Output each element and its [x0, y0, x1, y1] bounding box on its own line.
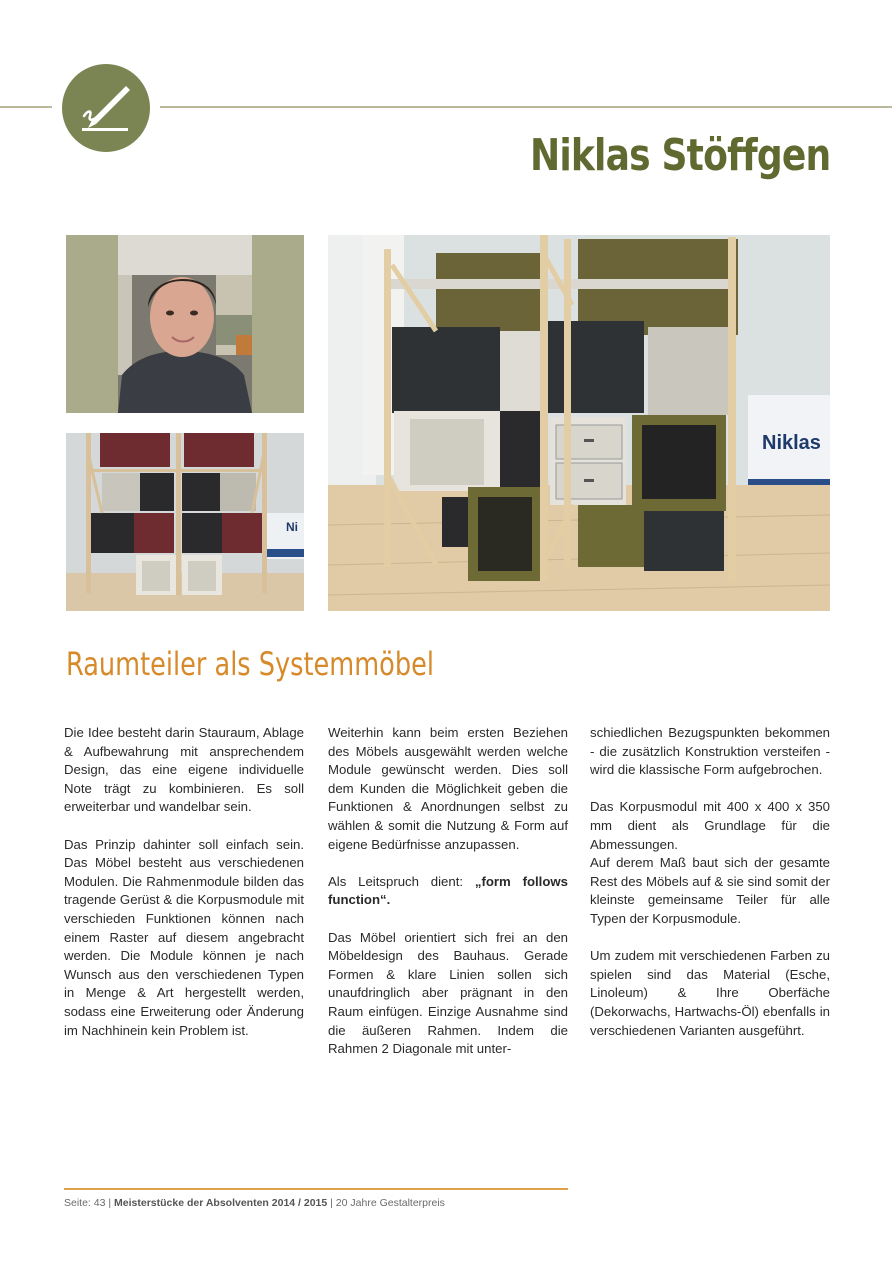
portrait-photo [66, 235, 304, 413]
paragraph: Das Möbel orientiert sich frei an den Möbeldesign des Bauhaus. Gerade Formen & klare Linien sollen sich unaufdringlich aber prägnant in den Raum einfügen. Einzige Ausnahme sind die äußeren Rahmen. Indem die Rahmen 2 Diagonale mit unter- [328, 929, 568, 1057]
shelf-photo-small [66, 433, 304, 611]
paragraph: Die Idee besteht darin Stauraum, Ablage & Aufbewahrung mit ansprechendem Design, das eine eigene individuelle Note trägt zu kombinieren. Es soll erweiterbar und wandelbar sein. [64, 725, 304, 815]
header-rule-left [0, 106, 52, 108]
text-column-3 [590, 724, 830, 1059]
paragraph: Weiterhin kann beim ersten Beziehen des Möbels ausgewählt werden welche Module gewünscht werden. Dies soll dem Kunden die Möglichkeit geben die Funktionen & Anordnungen selbst zu wählen & somit die Nutzung & Form auf eigene Bedürfnisse anzupassen. [328, 725, 568, 852]
footer-separator: | [105, 1197, 115, 1209]
paragraph: Um zudem mit verschiedenen Farben zu spielen sind das Material (Esche, Linoleum) & Ihre Oberfäche (Dekorwachs, Hartwachs-Öl) ebenfalls in verschiedenen Varianten ausgeführt. [590, 948, 830, 1038]
paragraph: Das Korpusmodul mit 400 x 400 x 350 mm dient als Grundlage für die Abmessungen. [590, 799, 830, 852]
footer-rule [64, 1188, 568, 1190]
footer-suffix: 20 Jahre Gestalterpreis [335, 1197, 445, 1209]
pen-signature-icon [62, 64, 150, 152]
page-title: Niklas Stöffgen [529, 130, 830, 181]
sign-text: Niklas [762, 432, 821, 454]
section-title: Raumteiler als Systemmöbel [66, 645, 434, 683]
motto-paragraph [328, 873, 568, 910]
publication-title: Meisterstücke der Absolventen 2014 / 2015 [114, 1197, 328, 1209]
paragraph: Das Prinzip dahinter soll einfach sein. Das Möbel besteht aus verschiedenen Modulen. Die Rahmenmodule bilden das tragende Gerüst & die Korpusmodule mit verschieden Funktionen können nach einem Raster auf diesem angebracht werden. Die Module können je nach Wunsch aus den verschiedenen Typen in Menge & Art hergestellt werden, sodass eine Erweiterung oder Änderung im Nachhinein kein Problem ist. [64, 836, 304, 1038]
page-number: Seite: 43 [64, 1197, 106, 1209]
shelf-photo-large [328, 235, 830, 611]
footer-separator: | [327, 1197, 336, 1209]
motto-lead: Als Leitspruch dient: [328, 873, 475, 889]
text-column-2 [328, 724, 568, 1077]
motto-text: „form follows function“. [328, 873, 568, 908]
text-column-1 [64, 724, 304, 1059]
header-rule-right [160, 106, 892, 108]
sign-text-small: Ni [286, 520, 298, 534]
page-footer [64, 1197, 445, 1209]
paragraph: Auf derem Maß baut sich der gesamte Rest des Möbels auf & sie sind somit der kleinste gemeinsame Teiler für alle Typen der Korpusmodule. [590, 855, 830, 926]
paragraph: schiedlichen Bezugspunkten bekommen - die zusätzlich Konstruktion versteifen - wird die klassische Form aufgebrochen. [590, 725, 830, 778]
